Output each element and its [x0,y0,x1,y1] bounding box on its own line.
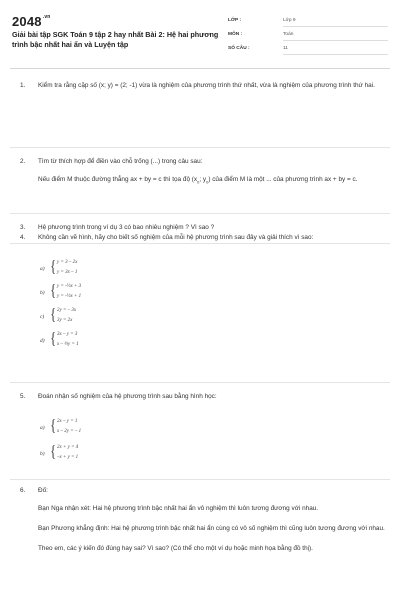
divider [10,382,390,383]
question-text: Đoán nhận số nghiệm của hệ phương trình sau bằng hình học: [38,393,217,400]
question-number: 4. [20,234,26,241]
paragraph-prompt: Theo em, các ý kiến đó đúng hay sai? Vì sao? (Có thể cho một ví dụ hoặc minh họa bằng đồ thị). [38,545,313,552]
question-number: 5. [20,393,26,400]
paragraph-phuong: Bạn Phương khẳng định: Hai hệ phương trình bậc nhất hai ẩn cùng có vô số nghiệm thì cũng luôn tương đương với nhau. [38,525,385,532]
divider [10,213,390,214]
meta-count-label: SỐ CÂU : [228,46,250,51]
meta-question-count [228,44,388,55]
header [0,0,400,64]
divider [10,479,390,480]
question-text: Hệ phương trình trong ví dụ 3 có bao nhiêu nghiệm ? Vì sao ? [38,224,215,231]
question-text: Tìm từ thích hợp để điền vào chỗ trống (...) trong câu sau: [38,158,203,165]
question-number: 3. [20,224,26,231]
meta-subject [228,30,388,41]
question-detail: Nếu điểm M thuộc đường thẳng ax + by = c thì tọa độ ($x_0$; $y_0$) của điểm M là một ... của phương trình ax + by = c. [38,176,358,185]
site-logo[interactable]: $2048^{.vn}$ [12,14,51,29]
paragraph-nga: Bạn Nga nhận xét: Hai hệ phương trình bậc nhất hai ẩn vô nghiệm thì luôn tương đương với nhau. [38,505,319,512]
document-title: Giải bài tập SGK Toán 9 tập 2 hay nhất Bài 2: Hệ hai phương trình bậc nhất hai ẩn và Luyện tập [12,30,219,49]
system-list: a) { 2x – y = 1 x – 2y = – 1 b) { 2x + y = 4 –x + y = 1 [40,414,82,461]
question-number: 2. [20,158,26,165]
meta-count-value: 11 [283,46,288,51]
meta-class-value: Lớp 9 [283,18,296,23]
question-text: Kiểm tra rằng cặp số (x; y) = (2; -1) vừa là nghiệm của phương trình thứ nhất, vừa là nghiệm của phương trình thứ hai. [38,82,375,89]
header-divider [10,68,390,69]
meta-subject-label: MÔN : [228,32,243,37]
meta-class-label: LỚP : [228,18,242,23]
question-text: Không cần vẽ hình, hãy cho biết số nghiệm của mỗi hệ phương trình sau đây và giải thích vì sao: [38,234,314,241]
divider [10,147,390,148]
question-text: Đố: [38,487,48,494]
question-number: 6. [20,487,26,494]
meta-subject-value: Toán [283,32,294,37]
question-number: 1. [20,82,26,89]
system-list: a) { y = 3 – 2x y = 3x – 1 b) { y = -½x + 3 y = -½x + 1 c) { 2y = – 3x 3y = 2x d) { 3x – y = 3 x – ⅓y = 1 [40,255,82,348]
meta-class [228,16,388,27]
